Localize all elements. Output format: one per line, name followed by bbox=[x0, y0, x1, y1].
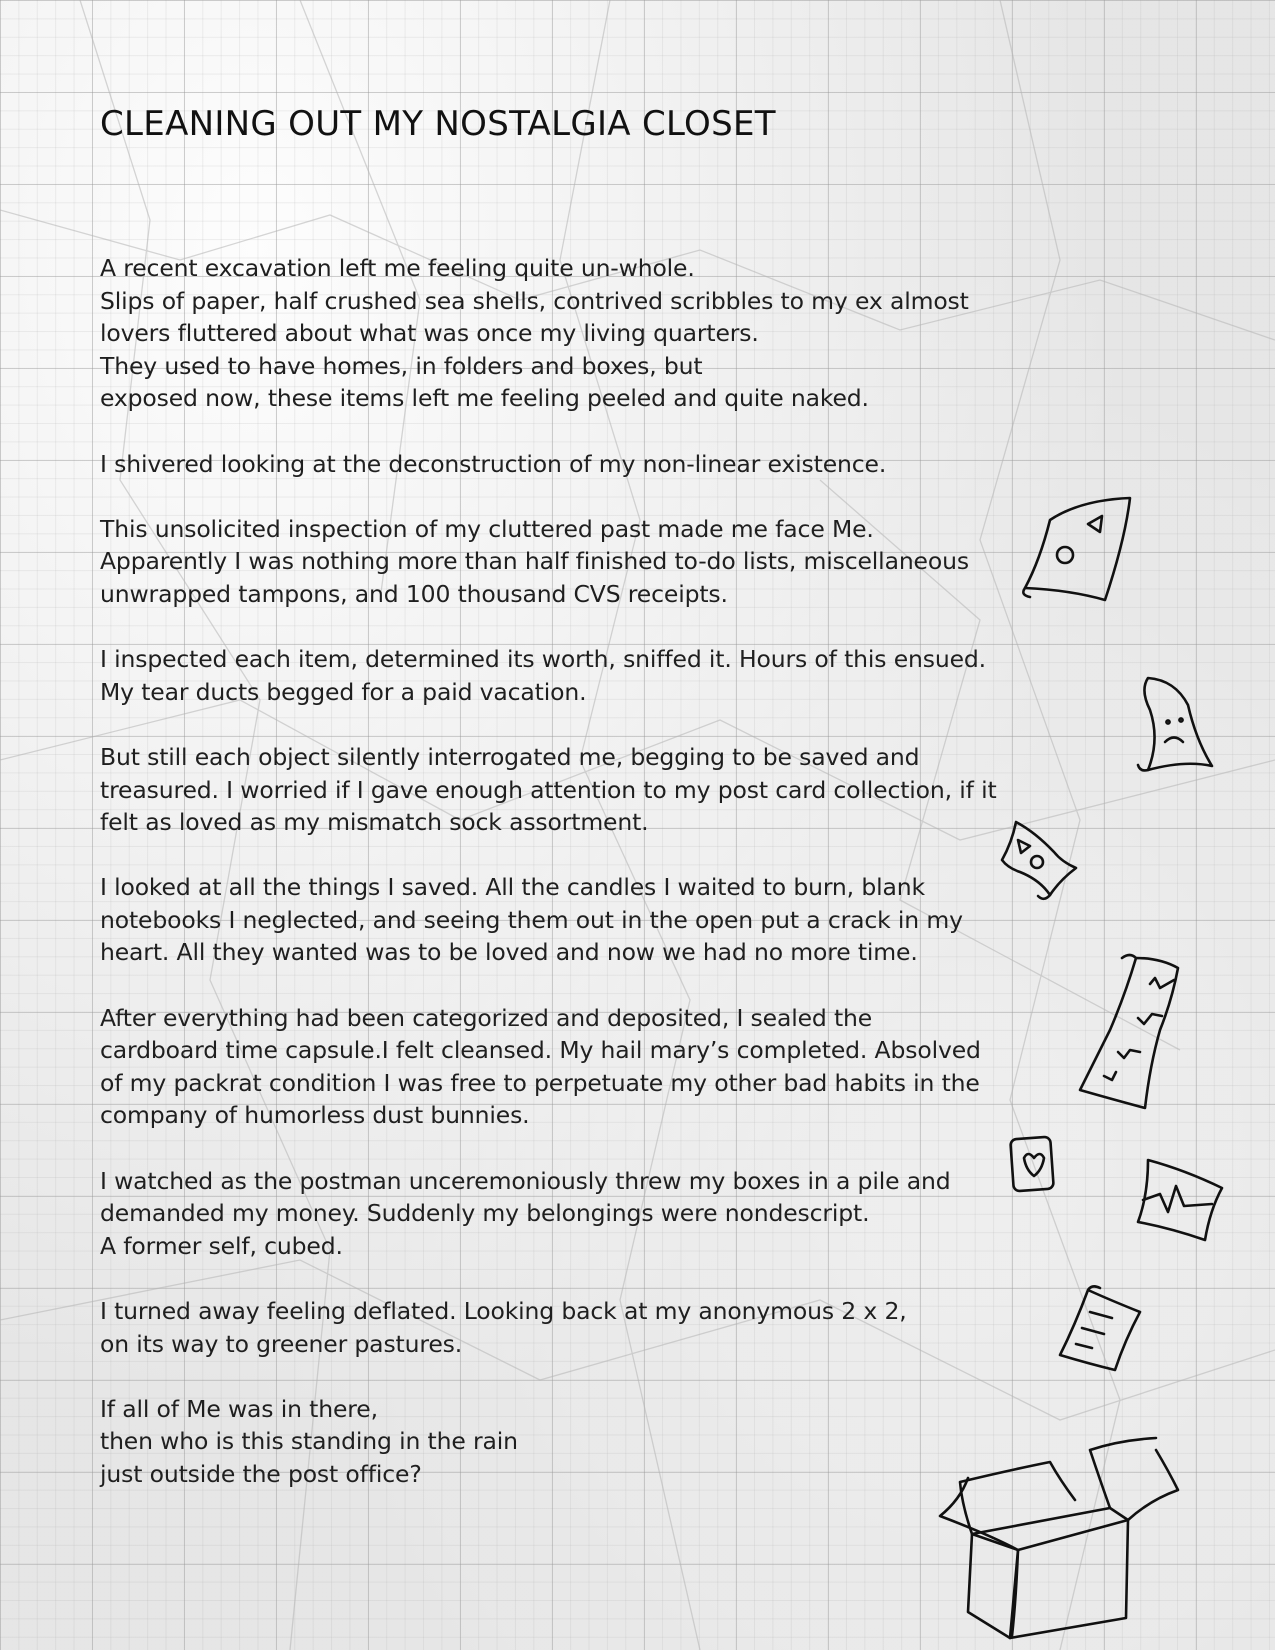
text-line: lovers fluttered about what was once my living quarters. bbox=[100, 319, 759, 348]
text-line: company of humorless dust bunnies. bbox=[100, 1101, 530, 1130]
text-line: A former self, cubed. bbox=[100, 1231, 343, 1260]
text-line: My tear ducts begged for a paid vacation. bbox=[100, 677, 587, 706]
text-line: I watched as the postman unceremoniously threw my boxes in a pile and bbox=[100, 1166, 951, 1195]
text-line: I looked at all the things I saved. All the candles I waited to burn, blank bbox=[100, 873, 925, 902]
text-line: notebooks I neglected, and seeing them out in the open put a crack in my bbox=[100, 905, 963, 934]
text-line: just outside the post office? bbox=[100, 1459, 422, 1488]
text-line: of my packrat condition I was free to perpetuate my other bad habits in the bbox=[100, 1068, 980, 1097]
text-line: They used to have homes, in folders and boxes, but bbox=[100, 351, 703, 380]
text-line: heart. All they wanted was to be loved and now we had no more time. bbox=[100, 938, 918, 967]
text-line: demanded my money. Suddenly my belongings were nondescript. bbox=[100, 1199, 870, 1228]
todo-list-icon bbox=[1080, 955, 1178, 1108]
text-line: I inspected each item, determined its worth, sniffed it. Hours of this ensued. bbox=[100, 645, 986, 674]
open-box-icon bbox=[940, 1438, 1178, 1638]
text-line: Slips of paper, half crushed sea shells, contrived scribbles to my ex almost bbox=[100, 286, 969, 315]
text-line: A recent excavation left me feeling quite un-whole. bbox=[100, 254, 695, 282]
text-line: unwrapped tampons, and 100 thousand CVS receipts. bbox=[100, 579, 728, 608]
page-title: CLEANING OUT MY NOSTALGIA CLOSET bbox=[100, 104, 776, 144]
lined-note-icon bbox=[1060, 1286, 1140, 1370]
text-line: Apparently I was nothing more than half finished to-do lists, miscellaneous bbox=[100, 547, 969, 576]
text-line: After everything had been categorized and deposited, I sealed the bbox=[100, 1003, 873, 1032]
receipt-icon bbox=[1002, 822, 1076, 899]
text-line: cardboard time capsule.I felt cleansed. My hail mary’s completed. Absolved bbox=[100, 1036, 981, 1065]
text-line: then who is this standing in the rain bbox=[100, 1427, 518, 1456]
text-line: I shivered looking at the deconstruction of my non-linear existence. bbox=[100, 449, 887, 478]
text-line: treasured. I worried if I gave enough attention to my post card collection, if it bbox=[100, 775, 997, 804]
sad-paper-icon bbox=[1138, 678, 1212, 770]
text-line: If all of Me was in there, bbox=[100, 1394, 378, 1423]
paper-shapes-icon bbox=[1023, 498, 1130, 600]
text-line: This unsolicited inspection of my cluttered past made me face Me. bbox=[100, 514, 874, 543]
heart-card-icon bbox=[1010, 1137, 1054, 1192]
text-line: exposed now, these items left me feeling peeled and quite naked. bbox=[100, 384, 869, 413]
text-line: on its way to greener pastures. bbox=[100, 1329, 463, 1358]
heartbeat-paper-icon bbox=[1138, 1160, 1222, 1240]
text-line: But still each object silently interrogated me, begging to be saved and bbox=[100, 742, 920, 771]
text-line: I turned away feeling deflated. Looking back at my anonymous 2 x 2, bbox=[100, 1297, 907, 1325]
text-line: felt as loved as my mismatch sock assortment. bbox=[100, 808, 649, 837]
